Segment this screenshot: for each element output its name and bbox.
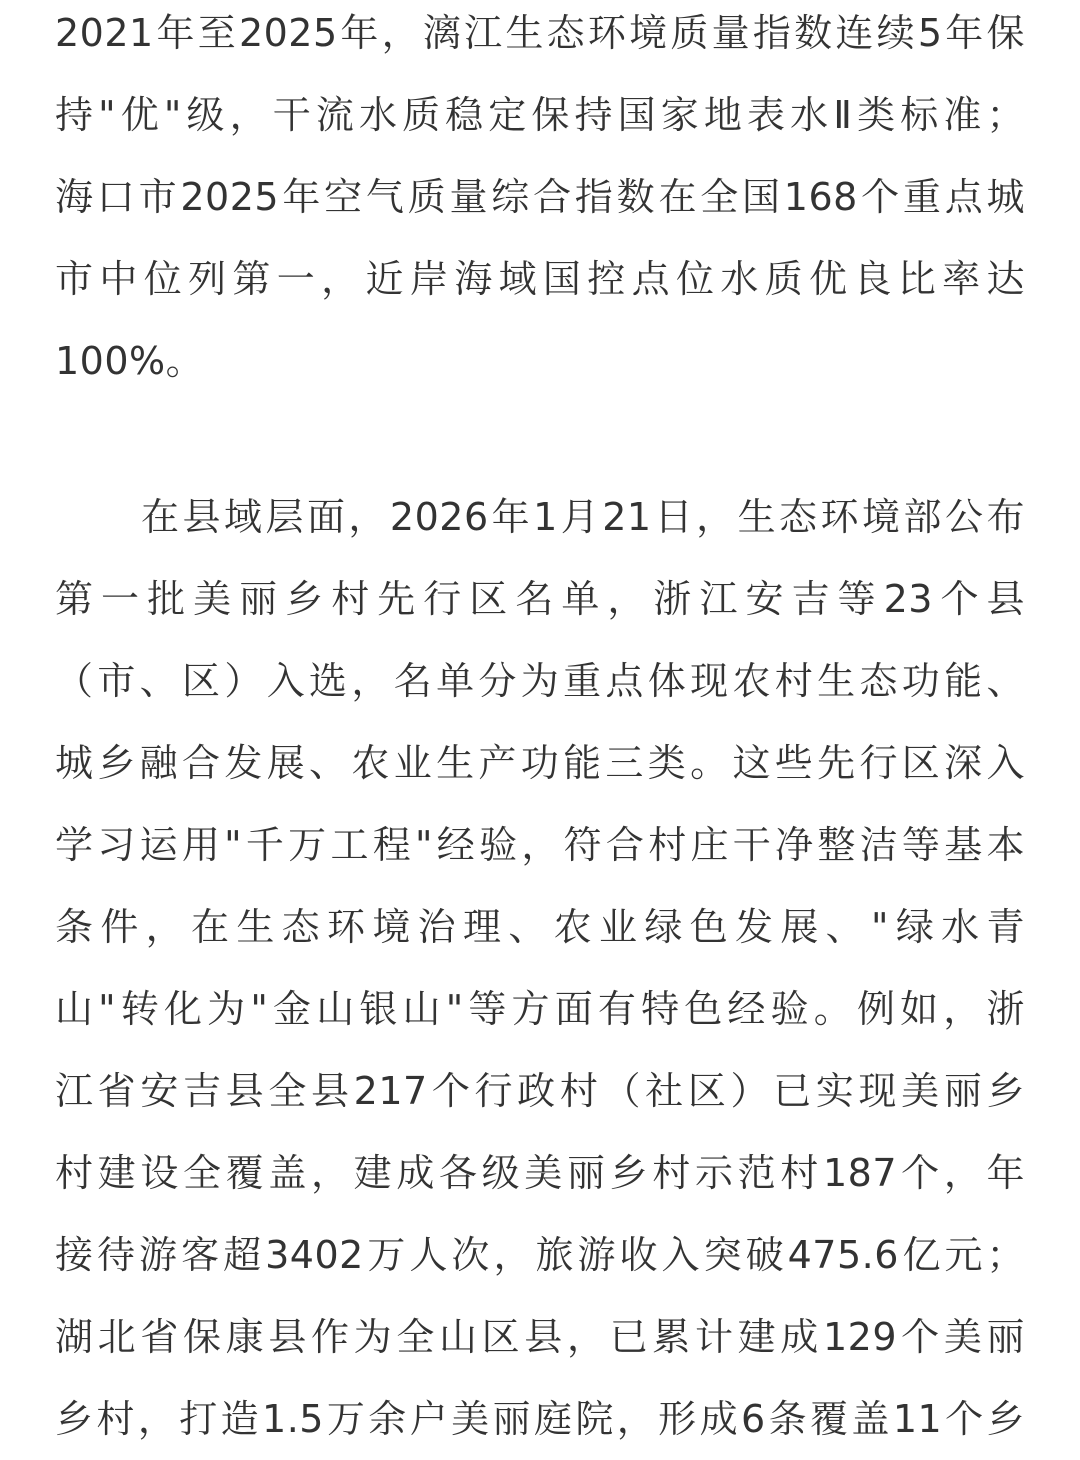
paragraph-county-level (55, 476, 1025, 1460)
text-line: 2021年至2025年，漓江生态环境质量指数连续5年保 (55, 11, 1025, 55)
text-line: 接待游客超3402万人次，旅游收入突破475.6亿元； (55, 1233, 1025, 1277)
text-line: 海口市2025年空气质量综合指数在全国168个重点城 (55, 175, 1025, 219)
paragraph-spacer (55, 402, 1025, 476)
text-line: 在县域层面，2026年1月21日，生态环境部公布 (141, 495, 1025, 539)
text-line: 城乡融合发展、农业生产功能三类。这些先行区深入 (55, 741, 1025, 785)
text-line: 市中位列第一，近岸海域国控点位水质优良比率达 (55, 257, 1025, 301)
text-line: 第一批美丽乡村先行区名单，浙江安吉等23个县 (55, 577, 1025, 621)
text-line: 湖北省保康县作为全山区县，已累计建成129个美丽 (55, 1315, 1025, 1359)
text-line: （市、区）入选，名单分为重点体现农村生态功能、 (55, 659, 1025, 703)
text-line: 学习运用"千万工程"经验，符合村庄干净整洁等基本 (55, 823, 1025, 867)
text-line: 山"转化为"金山银山"等方面有特色经验。例如，浙 (55, 987, 1025, 1031)
text-line: 江省安吉县全县217个行政村（社区）已实现美丽乡 (55, 1069, 1025, 1113)
text-line: 条件，在生态环境治理、农业绿色发展、"绿水青 (55, 905, 1025, 949)
text-line: 100%。 (55, 339, 205, 383)
article-body (55, 0, 1025, 1460)
text-line: 持"优"级，干流水质稳定保持国家地表水Ⅱ类标准； (55, 93, 1025, 137)
text-line: 乡村，打造1.5万余户美丽庭院，形成6条覆盖11个乡 (55, 1397, 1025, 1441)
paragraph-environment-quality (55, 0, 1025, 402)
text-line: 村建设全覆盖，建成各级美丽乡村示范村187个，年 (55, 1151, 1025, 1195)
